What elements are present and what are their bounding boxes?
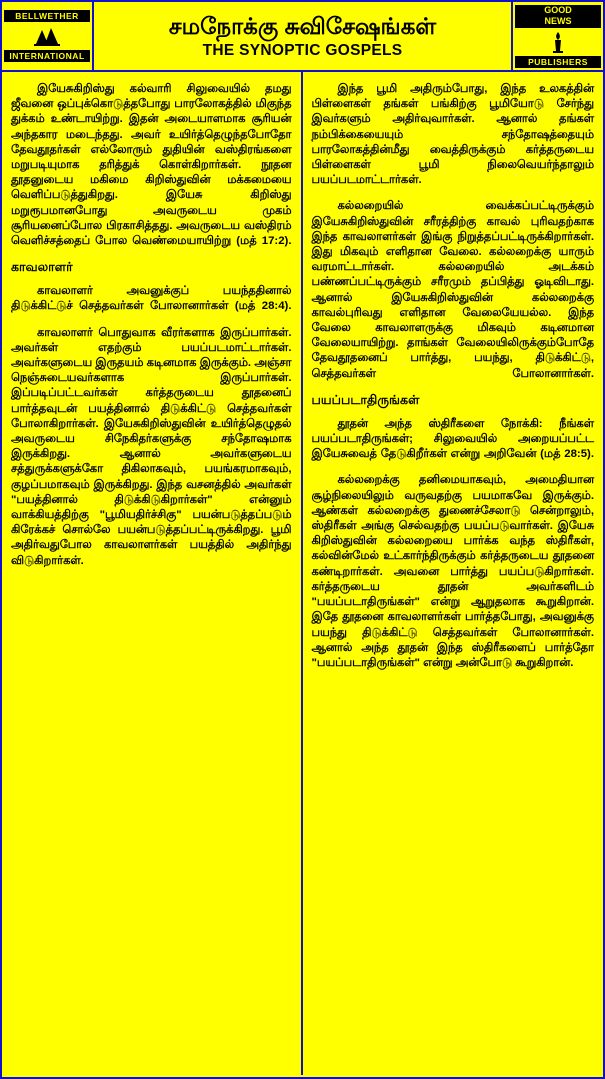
paragraph: கல்லறையில் வைக்கப்பட்டிருக்கும் இயேசுகிறிஸ்துவின் சரீரத்திற்கு காவல் புரிவதற்காக இந்த காவலாளர்கள் இங்கு நிறுத்தப்பட்டிருக்கிறார்கள். இது மிகவும் எளிதான வேலை. கல்லறைக்கு யாரும் வரமாட்டார்கள். கல்லறையில் அடக்கம் பண்ணப்பட்டிருக்கும் சரீரமும் தப்பித்து ஓடிவிடாது. ஆனால் இயேசுகிறிஸ்துவின் கல்லறைக்கு காவல்புரிவது எளிதான வேலையேயல்ல. இந்த வேலை காவலாளருக்கு மிகவும் கடினமான வேலையாயிற்று. தாங்கள் வேலையிலிருக்கும்போதே தேவதூதனைப் பார்த்து, பயந்து, திடுக்கிட்டு, செத்தவர்கள் போலானார்கள். — [311, 200, 594, 380]
page-title-english: THE SYNOPTIC GOSPELS — [202, 42, 403, 59]
scripture-quote: காவலாளர் அவனுக்குப் பயந்ததினால் திடுக்கிட்டுச் செத்தவர்கள் போலானார்கள் (மத் 28:4). — [11, 285, 292, 313]
gnp-line2: NEWS — [515, 16, 601, 28]
content-columns — [2, 72, 603, 1075]
section-heading-fear-not: பயப்படாதிருங்கள் — [311, 392, 420, 407]
gnp-line3: PUBLISHERS — [515, 56, 601, 68]
right-column — [303, 72, 604, 1075]
left-column — [2, 72, 303, 1075]
paragraph: இயேசுகிறிஸ்து கல்வாரி சிலுவையில் தமது ஜீவனை ஒப்புக்கொடுத்தபோது பாரலோகத்தில் மிகுந்த துக்கம் உண்டாயிற்று. இதன் அடையாளமாக சூரியன் அந்தகார மடைந்தது. அவர் உயிர்த்தெழுந்தபோதோ தேவதூதர்கள் எல்லோரும் துதியின் வஸ்திரங்களை மறுபடியுமாக தரித்துக் கொள்கிறார்கள். நூதன தூதனுடைய மகிமை கிறிஸ்துவின் மக்கமையை வெளிப்படுத்துகிறது. இயேசு கிறிஸ்து மறுரூபமானபோது அவருடைய முகம் சூரியனைப்போல பிரகாசித்தது. அவருடைய வஸ்திரம் வெளிச்சத்தைப் போல வெண்மையாயிற்று (மத் 17:2). — [11, 83, 292, 248]
bellwether-emblem-icon — [32, 23, 62, 49]
gnp-line1: GOOD — [515, 5, 601, 17]
paragraph: காவலாளர் பொதுவாக வீரர்களாக இருப்பார்கள். அவர்கள் எதற்கும் பயப்படமாட்டார்கள். அவர்களுடைய இருதயம் கடினமாக இருக்கும். அஞ்சா நெஞ்சுடையவர்களாக இருப்பார்கள். இப்படிப்பட்டவர்கள் கர்த்தருடைய தூதனைப் பார்த்தவுடன் பயத்தினால் திடுக்கிட்டு செத்தவர்கள் போலாகிறார்கள். இயேசுகிறிஸ்துவின் உயிர்த்தெழுதல் அவருடைய சிநேகிதர்களுக்கு சந்தோஷமாக இருக்கிறது. ஆனால் அவர்களுடைய சத்துருக்களுக்கோ திகிலாகவும், பயங்கரமாகவும், குழப்பமாகவும் இருக்கிறது. இந்த வசனத்தில் அவர்கள் "பயத்தினால் திடுக்கிடுகிறார்கள்" என்னும் வாக்கியத்திற்கு "பூமியதிர்ச்சிகு" பயன்படுத்தப்படும் கிரேக்கச் சொல்லே பயன்படுத்தப்பட்டிருக்கிறது. பூமி அதிர்வதுபோல காவலாளர்கள் பயத்தில் அதிர்ந்து விடுகிறார்கள். — [11, 326, 292, 567]
bellwether-logo — [2, 2, 94, 70]
torch-icon — [544, 29, 572, 55]
section-heading-guards: காவலாளர் — [11, 260, 73, 275]
bellwether-bottom-band: INTERNATIONAL — [4, 50, 90, 62]
page-title-block — [94, 2, 511, 70]
bellwether-top-band: BELLWETHER — [4, 10, 90, 22]
paragraph: இந்த பூமி அதிரும்போது, இந்த உலகத்தின் பிள்ளைகள் தங்கள் பங்கிற்கு பூமியோடு சேர்ந்து இவர்களும் அதிர்வுவார்கள். ஆனால் தங்கள் நம்பிக்கையையும் சந்தோஷத்தையும் பாரலோகத்தின்மீது வைத்திருக்கும் கர்த்தருடைய பிள்ளைகள் பூமி நிலைவெயர்ந்தாலும் பயப்படமாட்டார்கள். — [311, 83, 594, 187]
scripture-quote: தூதன் அந்த ஸ்திரீகளை நோக்கி: நீங்கள் பயப்படாதிருங்கள்; சிலுவையில் அறையப்பட்ட இயேசுவைத் தேடுகிறீர்கள் என்று அறிவேன் (மத் 28:5). — [311, 417, 594, 461]
good-news-publishers-logo — [511, 2, 603, 70]
paragraph: கல்லறைக்கு தனிமையாகவும், அமைதியான சூழ்நிலையிலும் வருவதற்கு பயமாகவே இருக்கும். ஆண்கள் கல்லறைக்கு துணைச்சேலாடு சென்றாலும், ஸ்திரீகள் அங்கு செல்வதற்கு பயப்படுவார்கள். இயேசு கிறிஸ்துவின் கல்லறையை பார்க்க வந்த ஸ்திரீகள், கல்வின்மேல் உட்கார்ந்திருக்கும் கர்த்தருடைய தூதனை கண்டிறார்கள். அவனை பார்த்து பயப்படுகிறார்கள். கர்த்தருடைய தூதன் அவர்களிடம் "பயப்படாதிருங்கள்" என்று ஆறுதலாக கூறுகிறான். இதே தூதனை காவலாளர்கள் பார்த்தபோது, அவனுக்கு பயந்து திடுக்கிட்டு செத்தவர்கள் போலானார்கள். ஆனால் அந்த தூதன் இந்த ஸ்திரீகளைப் பார்த்தோ "பயப்படாதிருங்கள்" என்று அன்போடு கூறுகிறான். — [311, 474, 594, 669]
page-title-tamil: சமநோக்கு சுவிசேஷங்கள் — [168, 13, 437, 39]
page-header — [2, 2, 603, 72]
